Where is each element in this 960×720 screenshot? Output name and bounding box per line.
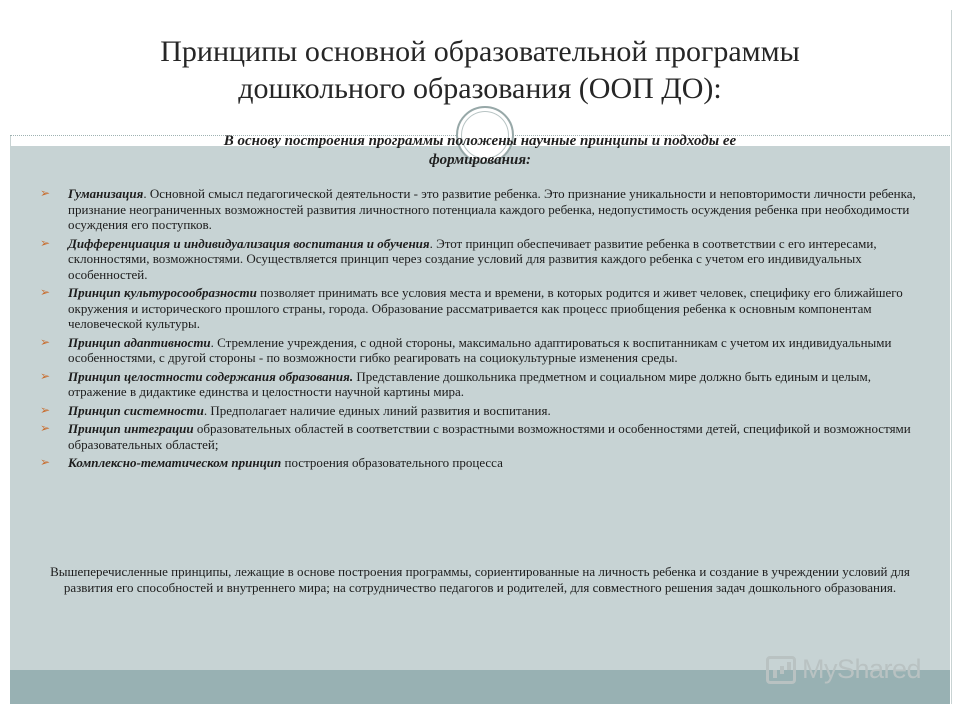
principle-text: . Предполагает наличие единых линий развития и воспитания. — [203, 402, 551, 418]
arrow-bullet-icon: ➢ — [40, 368, 51, 383]
principle-term: Принцип системности — [68, 402, 204, 418]
list-item — [38, 335, 918, 366]
principle-term: Комплексно-тематическом принцип — [68, 455, 282, 470]
list-item — [38, 455, 918, 471]
list-item — [38, 186, 918, 233]
watermark — [766, 654, 921, 685]
principle-term: Принцип адаптивности — [68, 334, 211, 350]
arrow-bullet-icon: ➢ — [40, 235, 51, 250]
subtitle-line-2: формирования: — [428, 152, 532, 168]
conclusion-paragraph: Вышеперечисленные принципы, лежащие в основе построения программы, сориентированные на личность ребенка и создание в учреждении условий для развития его способностей и внутреннего мира; на сотрудничество педагогов и родителей, для совместного решения задач дошкольного образования. — [50, 564, 910, 595]
list-item — [38, 403, 918, 419]
title-line-2: дошкольного образования (ООП ДО): — [238, 72, 722, 105]
principles-list — [38, 186, 918, 474]
principle-text: . Стремление учреждения, с одной стороны, максимально адаптироваться к воспитанникам с учетом их индивидуальными особенностями, с другой стороны - по возможности гибко реагировать на социокультурные изменения среды. — [68, 334, 892, 365]
principle-text: позволяет принимать все условия места и времени, в которых родится и живет человек, специфику его ближайшего окружения и исторического прошлого страны, города. Образование рассматривается как процесс приобщения ребенка к основным компонентам человеческой культуры. — [68, 285, 903, 331]
list-item — [38, 369, 918, 400]
slide-subtitle — [60, 132, 900, 170]
subtitle-line-1: В основу построения программы положены научные принципы и подходы ее — [223, 133, 737, 149]
principle-term: Дифференциация и индивидуализация воспитания и обучения — [68, 235, 430, 251]
principle-text: образовательных областей в соответствии с возрастными возможностями и особенностями детей, спецификой и возможностями образовательных областей; — [68, 421, 911, 452]
arrow-bullet-icon: ➢ — [40, 285, 51, 299]
principle-term: Принцип целостности содержания образования. — [68, 368, 354, 384]
list-item — [38, 285, 918, 332]
arrow-bullet-icon: ➢ — [40, 186, 51, 200]
chart-logo-icon — [766, 656, 796, 684]
arrow-bullet-icon: ➢ — [40, 334, 51, 349]
watermark-label: MyShared — [802, 654, 922, 684]
principle-text: . Этот принцип обеспечивает развитие ребенка в соответствии с его интересами, склонностями, возможностями. Осуществляется принцип через создание условий для развития каждого ребенка с учетом его индивидуальных особенностей. — [68, 235, 877, 282]
principle-term: Принцип интеграции — [68, 421, 194, 436]
principle-text: построения образовательного процесса — [281, 455, 503, 470]
list-item — [38, 236, 918, 283]
title-line-1: Принципы основной образовательной программы — [160, 35, 800, 68]
list-item — [38, 421, 918, 452]
principle-text: . Основной смысл педагогической деятельности - это развитие ребенка. Это признание уникальности и неповторимости личности ребенка, признание неограниченных возможностей развития личностного потенциала каждого ребенка, недопустимость осуждения ребенка при необходимости осуждения его поступков. — [68, 186, 916, 232]
principle-term: Принцип культуросообразности — [68, 285, 257, 300]
arrow-bullet-icon: ➢ — [40, 455, 51, 469]
arrow-bullet-icon: ➢ — [40, 402, 51, 417]
slide-title — [10, 33, 950, 107]
principle-text: Представление дошкольника предметном и социальном мире должно быть единым и целым, отражение в дидактике единства и целостности научной картины мира. — [68, 368, 871, 399]
arrow-bullet-icon: ➢ — [40, 421, 51, 435]
principle-term: Гуманизация — [68, 186, 144, 201]
